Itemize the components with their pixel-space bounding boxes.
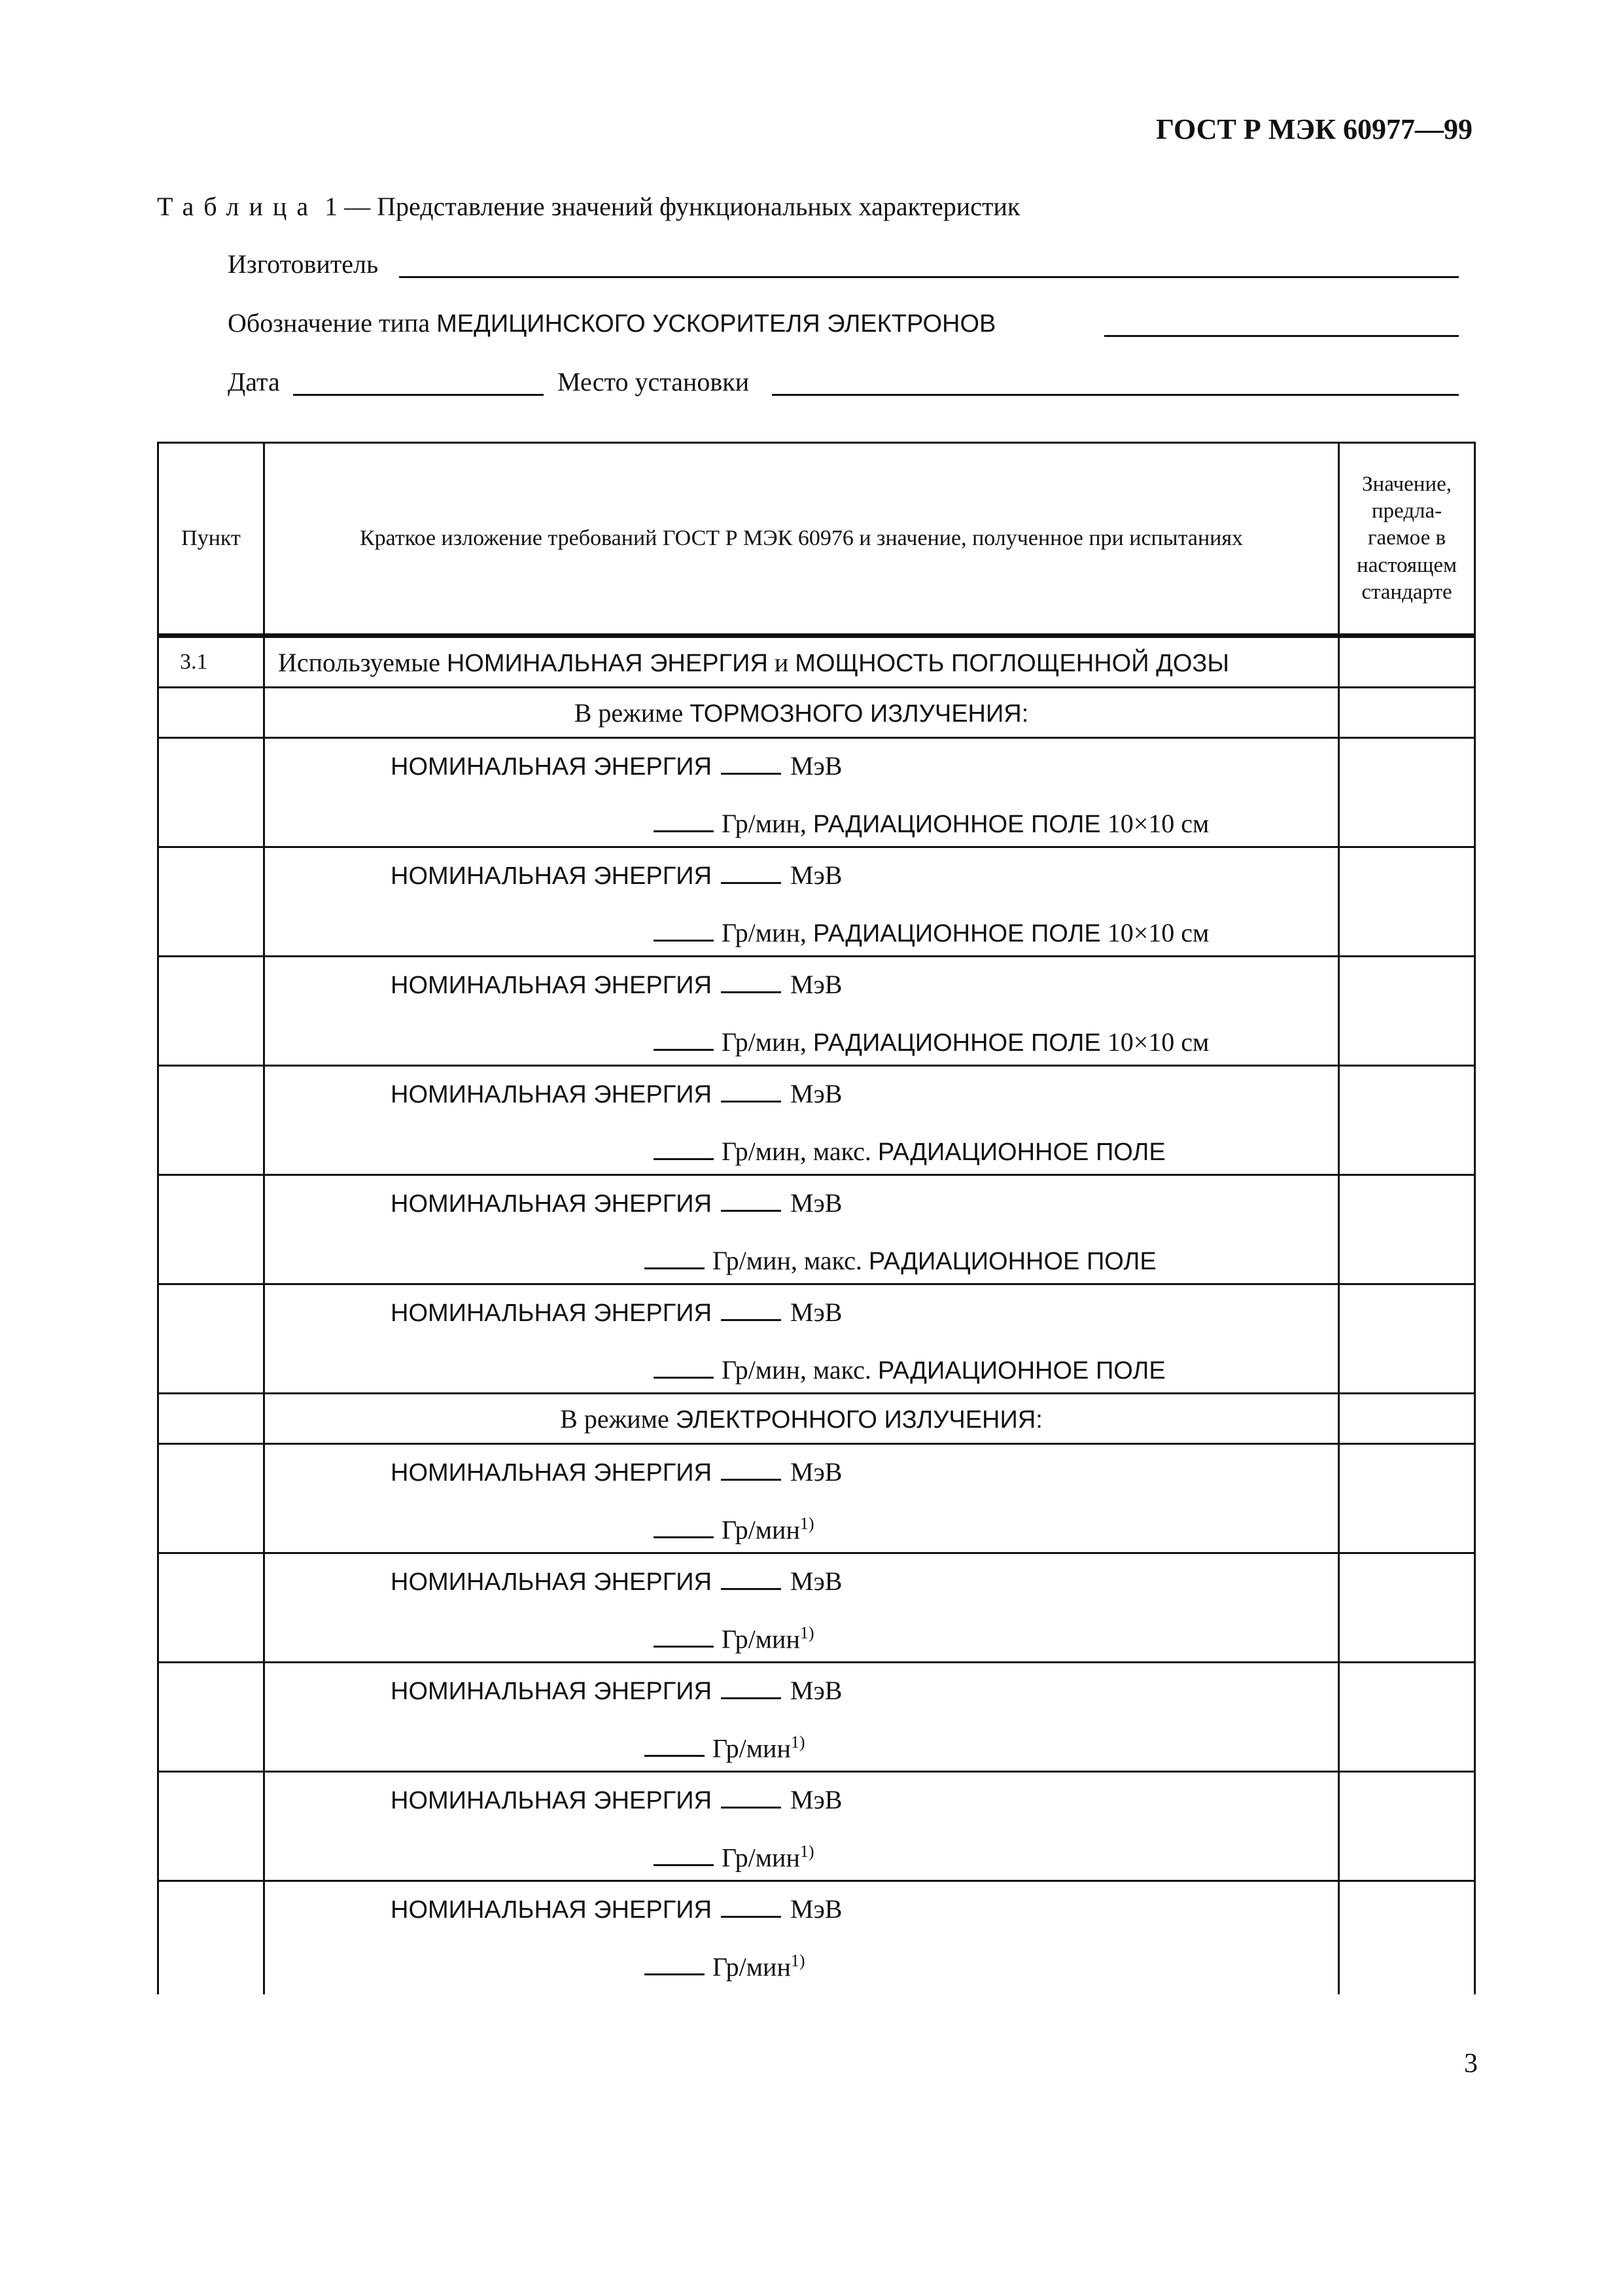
energy-label: НОМИНАЛЬНАЯ ЭНЕРГИЯ xyxy=(391,1568,712,1596)
item-cell xyxy=(158,1663,264,1772)
dose-rate-blank[interactable] xyxy=(654,1358,714,1379)
dose-unit: Гр/мин xyxy=(722,1624,800,1654)
field-size: 10×10 см xyxy=(1107,1027,1210,1057)
energy-label: НОМИНАЛЬНАЯ ЭНЕРГИЯ xyxy=(391,1787,712,1814)
location-field[interactable] xyxy=(772,394,1459,396)
dose-rate-blank[interactable] xyxy=(654,1031,714,1051)
value-cell[interactable] xyxy=(1339,738,1475,847)
clause-conj: и xyxy=(774,647,789,677)
header-value-line: предла- xyxy=(1371,499,1442,523)
energy-line xyxy=(391,751,842,781)
energy-label: НОМИНАЛЬНАЯ ЭНЕРГИЯ xyxy=(391,753,712,781)
dose-unit: Гр/мин xyxy=(712,1952,791,1982)
energy-label: НОМИНАЛЬНАЯ ЭНЕРГИЯ xyxy=(391,1299,712,1327)
caption-text: 1 — Представление значений функциональных характеристик xyxy=(324,192,1021,221)
energy-line xyxy=(391,1078,842,1109)
clause-number: 3.1 xyxy=(158,636,264,688)
value-cell[interactable] xyxy=(1339,1394,1475,1444)
field-label: РАДИАЦИОННОЕ ПОЛЕ xyxy=(812,811,1101,838)
value-cell[interactable] xyxy=(1339,847,1475,957)
mode-photon-plain: В режиме xyxy=(574,698,684,728)
value-cell[interactable] xyxy=(1339,1175,1475,1284)
value-cell[interactable] xyxy=(1339,1284,1475,1394)
item-cell xyxy=(158,1394,264,1444)
field-label: РАДИАЦИОННОЕ ПОЛЕ xyxy=(868,1248,1157,1275)
mode-photon-heading xyxy=(264,688,1339,738)
dose-rate-line xyxy=(654,1842,814,1873)
item-cell xyxy=(158,1284,264,1394)
caption-lead: Таблица xyxy=(157,192,319,221)
dose-rate-blank[interactable] xyxy=(654,1140,714,1160)
field-label: РАДИАЦИОННОЕ ПОЛЕ xyxy=(812,1029,1101,1057)
mode-electron-caps: ЭЛЕКТРОННОГО ИЗЛУЧЕНИЯ: xyxy=(675,1405,1043,1434)
value-cell[interactable] xyxy=(1339,1772,1475,1881)
item-cell xyxy=(158,1175,264,1284)
dose-rate-blank[interactable] xyxy=(644,1249,705,1269)
energy-unit: МэВ xyxy=(790,1785,843,1814)
value-cell[interactable] xyxy=(1339,1663,1475,1772)
energy-blank[interactable] xyxy=(721,1570,781,1590)
header-value-line: настоящем xyxy=(1357,553,1457,577)
field-max-plain: макс. xyxy=(812,1355,871,1385)
device-type-field[interactable] xyxy=(1104,335,1459,337)
table-header-row xyxy=(158,443,1475,636)
dose-rate-line xyxy=(654,1136,1166,1167)
energy-blank[interactable] xyxy=(721,1301,781,1321)
field-size: 10×10 см xyxy=(1107,918,1210,947)
dose-unit: Гр/мин, xyxy=(722,809,807,838)
value-cell[interactable] xyxy=(1339,957,1475,1066)
energy-entry-row xyxy=(158,847,1475,957)
footnote-mark: 1) xyxy=(799,1623,814,1642)
mode-electron-row xyxy=(158,1394,1475,1444)
energy-blank[interactable] xyxy=(721,1679,781,1699)
entry-content xyxy=(264,847,1339,957)
header-item: Пункт xyxy=(158,443,264,636)
header-value-line: Значение, xyxy=(1362,472,1452,496)
dose-unit: Гр/мин xyxy=(722,1843,800,1873)
item-cell xyxy=(158,1066,264,1175)
mode-electron-heading xyxy=(264,1394,1339,1444)
energy-blank[interactable] xyxy=(721,1082,781,1103)
dose-rate-line xyxy=(654,1514,814,1545)
energy-line xyxy=(391,1675,842,1706)
energy-blank[interactable] xyxy=(721,1788,781,1809)
entry-content xyxy=(264,1175,1339,1284)
energy-line xyxy=(391,1457,842,1487)
field-max-plain: макс. xyxy=(812,1137,871,1166)
clause-prefix: Используемые xyxy=(278,647,440,677)
energy-entry-row xyxy=(158,1284,1475,1394)
date-label: Дата xyxy=(228,367,280,397)
energy-unit: МэВ xyxy=(790,1188,843,1218)
field-label: РАДИАЦИОННОЕ ПОЛЕ xyxy=(812,920,1101,947)
header-value-line: стандарте xyxy=(1361,580,1452,604)
item-cell xyxy=(158,1881,264,1995)
energy-unit: МэВ xyxy=(790,1298,843,1327)
item-cell xyxy=(158,1444,264,1553)
dose-unit: Гр/мин xyxy=(712,1733,791,1763)
field-label: РАДИАЦИОННОЕ ПОЛЕ xyxy=(877,1139,1166,1166)
type-label xyxy=(228,308,996,338)
dose-unit: Гр/мин, xyxy=(722,1027,807,1057)
dose-rate-blank[interactable] xyxy=(654,921,714,942)
energy-unit: МэВ xyxy=(790,1894,843,1924)
entry-content xyxy=(264,738,1339,847)
energy-label: НОМИНАЛЬНАЯ ЭНЕРГИЯ xyxy=(391,972,712,999)
clause-row xyxy=(158,636,1475,688)
energy-line xyxy=(391,1566,842,1597)
field-max-plain: макс. xyxy=(803,1246,862,1275)
energy-entry-row xyxy=(158,957,1475,1066)
energy-blank[interactable] xyxy=(721,1898,781,1918)
energy-entry-row xyxy=(158,1444,1475,1553)
mode-electron-plain: В режиме xyxy=(560,1404,669,1434)
energy-label: НОМИНАЛЬНАЯ ЭНЕРГИЯ xyxy=(391,1190,712,1218)
item-cell xyxy=(158,957,264,1066)
dose-unit: Гр/мин xyxy=(722,1515,800,1545)
entry-content xyxy=(264,1444,1339,1553)
energy-unit: МэВ xyxy=(790,970,843,999)
location-label: Место установки xyxy=(557,367,750,397)
page-number: 3 xyxy=(1464,2049,1478,2079)
dose-rate-blank[interactable] xyxy=(644,1737,705,1757)
entry-content xyxy=(264,1663,1339,1772)
energy-entry-row xyxy=(158,1066,1475,1175)
dose-rate-blank[interactable] xyxy=(654,1627,714,1648)
dose-unit: Гр/мин, xyxy=(722,1355,807,1385)
footnote-mark: 1) xyxy=(799,1842,814,1861)
energy-blank[interactable] xyxy=(721,1192,781,1212)
dose-unit: Гр/мин, xyxy=(722,1137,807,1166)
clause-term-energy: НОМИНАЛЬНАЯ ЭНЕРГИЯ xyxy=(446,649,768,677)
field-size: 10×10 см xyxy=(1107,809,1210,838)
energy-entry-row xyxy=(158,1663,1475,1772)
type-label-caps: МЕДИЦИНСКОГО УСКОРИТЕЛЯ ЭЛЕКТРОНОВ xyxy=(436,310,996,338)
dose-rate-line xyxy=(654,917,1209,948)
dose-rate-blank[interactable] xyxy=(654,1518,714,1538)
energy-blank[interactable] xyxy=(721,864,781,884)
energy-unit: МэВ xyxy=(790,751,843,781)
dose-rate-line xyxy=(644,1245,1157,1276)
energy-label: НОМИНАЛЬНАЯ ЭНЕРГИЯ xyxy=(391,1081,712,1108)
energy-line xyxy=(391,1784,842,1815)
entry-content xyxy=(264,1553,1339,1663)
value-cell[interactable] xyxy=(1339,1066,1475,1175)
dose-rate-line xyxy=(644,1951,805,1982)
energy-unit: МэВ xyxy=(790,1079,843,1108)
energy-label: НОМИНАЛЬНАЯ ЭНЕРГИЯ xyxy=(391,862,712,890)
entry-content xyxy=(264,1284,1339,1394)
date-field[interactable] xyxy=(293,394,544,396)
item-cell xyxy=(158,847,264,957)
entry-content xyxy=(264,1772,1339,1881)
dose-rate-blank[interactable] xyxy=(654,1846,714,1866)
dose-rate-line xyxy=(654,1027,1209,1057)
item-cell xyxy=(158,1553,264,1663)
footnote-mark: 1) xyxy=(799,1514,814,1533)
performance-table xyxy=(157,442,1476,1994)
dose-rate-blank[interactable] xyxy=(654,812,714,832)
dose-unit: Гр/мин, xyxy=(712,1246,797,1275)
header-value-line: гаемое в xyxy=(1367,526,1446,550)
value-cell[interactable] xyxy=(1339,1444,1475,1553)
energy-label: НОМИНАЛЬНАЯ ЭНЕРГИЯ xyxy=(391,1459,712,1487)
value-cell[interactable] xyxy=(1339,636,1475,688)
manufacturer-label: Изготовитель xyxy=(228,249,379,279)
energy-blank[interactable] xyxy=(721,973,781,993)
energy-entry-row xyxy=(158,1772,1475,1881)
manufacturer-field[interactable] xyxy=(399,276,1459,278)
dose-rate-line xyxy=(654,1354,1166,1385)
energy-unit: МэВ xyxy=(790,1457,843,1487)
clause-term-dose-rate: МОЩНОСТЬ ПОГЛОЩЕННОЙ ДОЗЫ xyxy=(795,649,1229,677)
type-label-plain: Обозначение типа xyxy=(228,308,430,338)
energy-unit: МэВ xyxy=(790,1676,843,1705)
energy-unit: МэВ xyxy=(790,1566,843,1596)
entry-content xyxy=(264,957,1339,1066)
item-cell xyxy=(158,1772,264,1881)
field-label: РАДИАЦИОННОЕ ПОЛЕ xyxy=(877,1357,1166,1385)
energy-line xyxy=(391,969,842,1000)
value-cell[interactable] xyxy=(1339,1553,1475,1663)
energy-line xyxy=(391,1297,842,1328)
dose-rate-blank[interactable] xyxy=(644,1955,705,1975)
dose-rate-line xyxy=(654,808,1209,839)
entry-content xyxy=(264,1881,1339,1995)
energy-line xyxy=(391,860,842,891)
energy-unit: МэВ xyxy=(790,860,843,890)
energy-entry-row xyxy=(158,1175,1475,1284)
footnote-mark: 1) xyxy=(790,1733,805,1752)
energy-label: НОМИНАЛЬНАЯ ЭНЕРГИЯ xyxy=(391,1678,712,1705)
energy-blank[interactable] xyxy=(721,1460,781,1481)
energy-blank[interactable] xyxy=(721,754,781,775)
item-cell xyxy=(158,688,264,738)
standard-id: ГОСТ Р МЭК 60977—99 xyxy=(1156,113,1473,145)
value-cell[interactable] xyxy=(1339,688,1475,738)
header-summary: Краткое изложение требований ГОСТ Р МЭК 60976 и значение, полученное при испытаниях xyxy=(264,443,1339,636)
energy-line xyxy=(391,1188,842,1218)
energy-entry-row xyxy=(158,1553,1475,1663)
footnote-mark: 1) xyxy=(790,1951,805,1970)
dose-rate-line xyxy=(654,1623,814,1654)
item-cell xyxy=(158,738,264,847)
value-cell[interactable] xyxy=(1339,1881,1475,1995)
header-value xyxy=(1339,443,1475,636)
energy-line xyxy=(391,1894,842,1924)
table-caption xyxy=(157,191,1020,222)
energy-entry-row xyxy=(158,1881,1475,1995)
energy-entry-row xyxy=(158,738,1475,847)
clause-text xyxy=(264,636,1339,688)
entry-content xyxy=(264,1066,1339,1175)
mode-photon-caps: ТОРМОЗНОГО ИЗЛУЧЕНИЯ: xyxy=(689,699,1029,728)
energy-label: НОМИНАЛЬНАЯ ЭНЕРГИЯ xyxy=(391,1896,712,1924)
dose-rate-line xyxy=(644,1733,805,1763)
mode-photon-row xyxy=(158,688,1475,738)
dose-unit: Гр/мин, xyxy=(722,918,807,947)
